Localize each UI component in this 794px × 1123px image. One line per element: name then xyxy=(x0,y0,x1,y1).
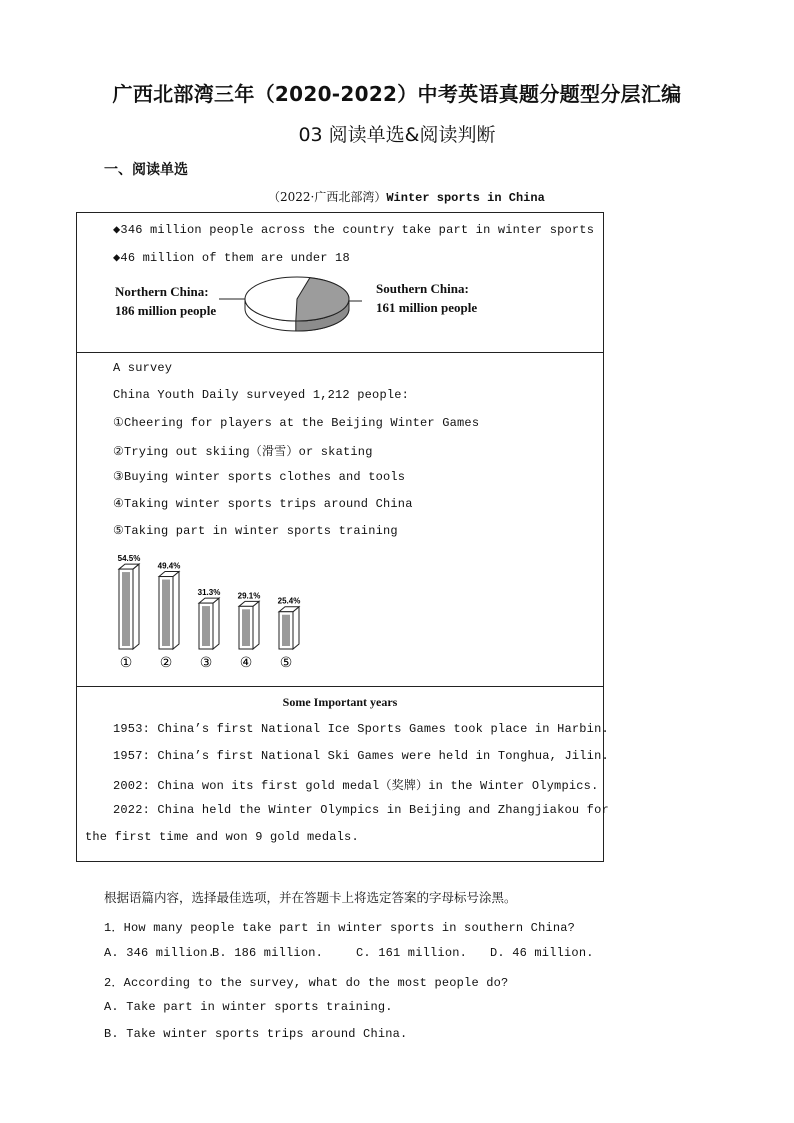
bar-category-label: ② xyxy=(159,655,173,671)
southern-label-line: 161 million people xyxy=(376,300,478,315)
divider xyxy=(77,686,603,687)
bar-value-label: 25.4% xyxy=(277,596,301,606)
bar-side xyxy=(293,607,299,649)
source-prefix: （2022·广西北部湾） xyxy=(268,190,387,204)
passage-box xyxy=(76,212,609,862)
bullet-line: ◆346 million people across the country take part in winter sports xyxy=(113,223,595,237)
bar-category-label: ④ xyxy=(239,655,253,671)
survey-item: ③Buying winter sports clothes and tools xyxy=(113,470,406,484)
northern-label-line: Northern China: xyxy=(115,284,209,299)
q2-option-b: B. Take winter sports trips around China. xyxy=(104,1027,408,1041)
bar-chart xyxy=(107,547,337,677)
survey-item: ⑤Taking part in winter sports training xyxy=(113,524,398,538)
year-event: 2022: China held the Winter Olympics in Beijing and Zhangjiakou for xyxy=(113,803,609,817)
northern-label xyxy=(115,282,216,320)
instruction: 根据语篇内容，选择最佳选项，并在答题卡上将选定答案的字母标号涂黑。 xyxy=(104,890,517,905)
survey-heading: A survey xyxy=(113,361,173,375)
bar-value-label: 31.3% xyxy=(197,588,221,598)
bar-value-label: 29.1% xyxy=(237,591,261,601)
page-subtitle: 03 阅读单选&阅读判断 xyxy=(298,124,496,146)
year-event: 2002: China won its first gold medal（奖牌）in the Winter Olympics. xyxy=(113,779,599,793)
years-heading: Some Important years xyxy=(282,695,398,709)
bar-fill xyxy=(282,615,290,646)
q1-option-a: A. 346 million. xyxy=(104,946,216,960)
year-event: 1953: China’s first National Ice Sports Games took place in Harbin. xyxy=(113,722,609,736)
section-heading: 一、阅读单选 xyxy=(104,162,188,178)
southern-label-line: Southern China: xyxy=(376,281,469,296)
survey-item: ②Trying out skiing（滑雪）or skating xyxy=(113,445,373,459)
year-event: the first time and won 9 gold medals. xyxy=(85,830,359,844)
bar-side xyxy=(133,564,139,649)
question-1: 1．How many people take part in winter sports in southern China? xyxy=(104,921,576,935)
passage-title: Winter sports in China xyxy=(386,191,545,205)
bullet-line: ◆46 million of them are under 18 xyxy=(113,251,350,265)
bar-fill xyxy=(202,606,210,646)
bar-side xyxy=(173,572,179,649)
southern-label xyxy=(376,279,477,317)
survey-intro: China Youth Daily surveyed 1,212 people: xyxy=(113,388,410,402)
passage-source xyxy=(268,188,545,205)
bar-side xyxy=(213,598,219,649)
question-2: 2．According to the survey, what do the most people do? xyxy=(104,976,509,990)
pie-chart xyxy=(217,269,367,341)
bar xyxy=(278,597,301,671)
bar-value-label: 49.4% xyxy=(157,561,181,571)
bar xyxy=(118,554,141,671)
bar xyxy=(238,591,261,671)
q1-option-b: B. 186 million. xyxy=(212,946,324,960)
bar-category-label: ⑤ xyxy=(279,655,293,671)
page-title: 广西北部湾三年（2020-2022）中考英语真题分题型分层汇编 xyxy=(112,82,682,106)
survey-item: ①Cheering for players at the Beijing Winter Games xyxy=(113,416,480,430)
survey-item: ④Taking winter sports trips around China xyxy=(113,497,413,511)
bar xyxy=(158,562,181,671)
divider xyxy=(77,352,603,353)
q2-option-a: A. Take part in winter sports training. xyxy=(104,1000,393,1014)
q1-option-d: D. 46 million. xyxy=(490,946,594,960)
bar-category-label: ③ xyxy=(199,655,213,671)
bar-value-label: 54.5% xyxy=(117,554,141,564)
bar xyxy=(198,588,221,671)
bar-fill xyxy=(162,580,170,646)
bar-side xyxy=(253,601,259,649)
q1-option-c: C. 161 million. xyxy=(356,946,468,960)
bar-fill xyxy=(122,572,130,646)
bar-fill xyxy=(242,609,250,646)
northern-label-line: 186 million people xyxy=(115,303,217,318)
year-event: 1957: China’s first National Ski Games were held in Tonghua, Jilin. xyxy=(113,749,609,763)
bar-category-label: ① xyxy=(119,655,133,671)
